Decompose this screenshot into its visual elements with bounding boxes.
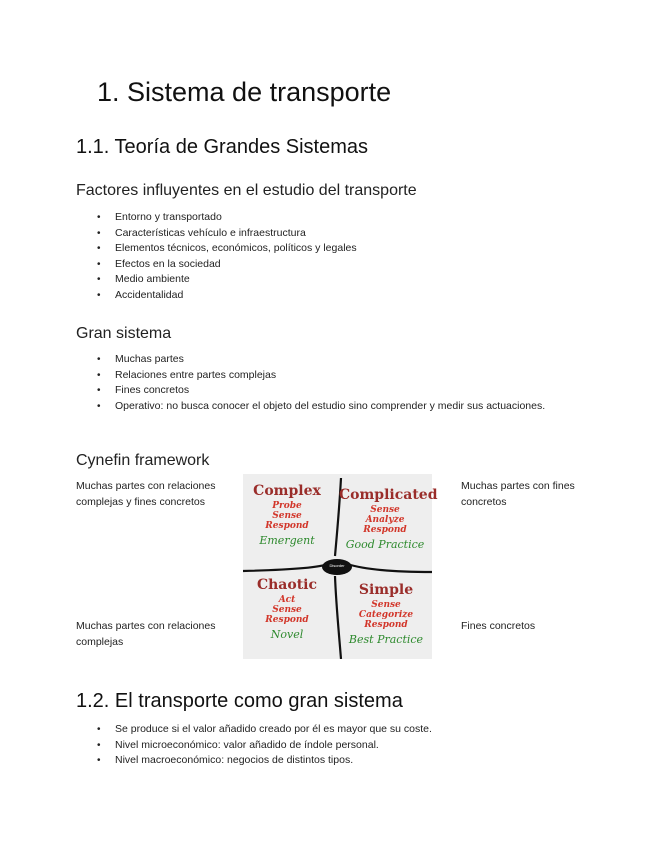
list-item: • Nivel macroeconómico: negocios de distintos tipos. bbox=[76, 753, 576, 769]
section-1-heading: 1.1. Teoría de Grandes Sistemas bbox=[76, 136, 369, 158]
verb: Sense bbox=[371, 600, 401, 610]
list-item: • Fines concretos bbox=[76, 383, 556, 399]
chaotic-verbs bbox=[247, 595, 327, 625]
center-label: Disorder bbox=[329, 563, 345, 568]
chaotic-practice: Novel bbox=[270, 628, 304, 641]
verb: Sense bbox=[370, 505, 400, 515]
list-item: • Relaciones entre partes complejas bbox=[76, 368, 556, 384]
simple-title: Simple bbox=[358, 582, 414, 598]
list-item: • Efectos en la sociedad bbox=[76, 257, 556, 273]
list-item: • Operativo: no busca conocer el objeto del estudio sino comprender y medir sus actuaciones. bbox=[76, 399, 556, 415]
simple-verbs bbox=[343, 600, 429, 630]
quadrant-chaotic bbox=[247, 577, 327, 641]
verb: Respond bbox=[265, 521, 309, 531]
verb: Sense bbox=[272, 605, 302, 615]
verb: Respond bbox=[364, 620, 408, 630]
gran-sistema-heading: Gran sistema bbox=[76, 325, 172, 342]
verb: Respond bbox=[265, 615, 309, 625]
verb: Analyze bbox=[365, 515, 405, 525]
label-bottom-right: Fines concretos bbox=[461, 620, 536, 632]
verb: Probe bbox=[272, 501, 302, 511]
cynefin-heading: Cynefin framework bbox=[76, 452, 210, 469]
list-item: • Entorno y transportado bbox=[76, 210, 556, 226]
section-2-list bbox=[76, 722, 576, 769]
list-item: • Medio ambiente bbox=[76, 272, 556, 288]
quadrant-complex bbox=[247, 483, 327, 547]
document-title: 1. Sistema de transporte bbox=[97, 77, 392, 107]
label-bottom-left: Muchas partes con relaciones complejas bbox=[76, 620, 216, 648]
verb: Act bbox=[278, 595, 296, 605]
label-top-left: Muchas partes con relaciones complejas y fines concretos bbox=[76, 480, 216, 508]
list-item: • Se produce si el valor añadido creado por él es mayor que su coste. bbox=[76, 722, 576, 738]
list-item: • Muchas partes bbox=[76, 352, 556, 368]
factors-list bbox=[76, 210, 556, 304]
gran-sistema-list bbox=[76, 352, 556, 414]
complicated-verbs bbox=[339, 505, 431, 535]
cynefin-diagram bbox=[243, 474, 438, 659]
complex-title: Complex bbox=[253, 483, 321, 499]
verb: Sense bbox=[272, 511, 302, 521]
quadrant-simple bbox=[343, 582, 429, 646]
simple-practice: Best Practice bbox=[348, 633, 424, 646]
complicated-practice: Good Practice bbox=[345, 538, 425, 551]
section-2-heading: 1.2. El transporte como gran sistema bbox=[76, 690, 403, 712]
quadrant-complicated bbox=[339, 487, 438, 551]
list-item: • Características vehículo e infraestructura bbox=[76, 226, 556, 242]
verb: Categorize bbox=[358, 610, 414, 620]
chaotic-title: Chaotic bbox=[256, 577, 318, 593]
verb: Respond bbox=[363, 525, 407, 535]
label-top-right: Muchas partes con fines concretos bbox=[461, 480, 575, 508]
complex-practice: Emergent bbox=[259, 534, 315, 547]
list-item: • Accidentalidad bbox=[76, 288, 556, 304]
complex-verbs bbox=[247, 501, 327, 531]
factors-heading: Factores influyentes en el estudio del transporte bbox=[76, 182, 417, 199]
list-item: • Elementos técnicos, económicos, políticos y legales bbox=[76, 241, 556, 257]
complicated-title: Complicated bbox=[339, 487, 438, 503]
list-item: • Nivel microeconómico: valor añadido de índole personal. bbox=[76, 738, 576, 754]
